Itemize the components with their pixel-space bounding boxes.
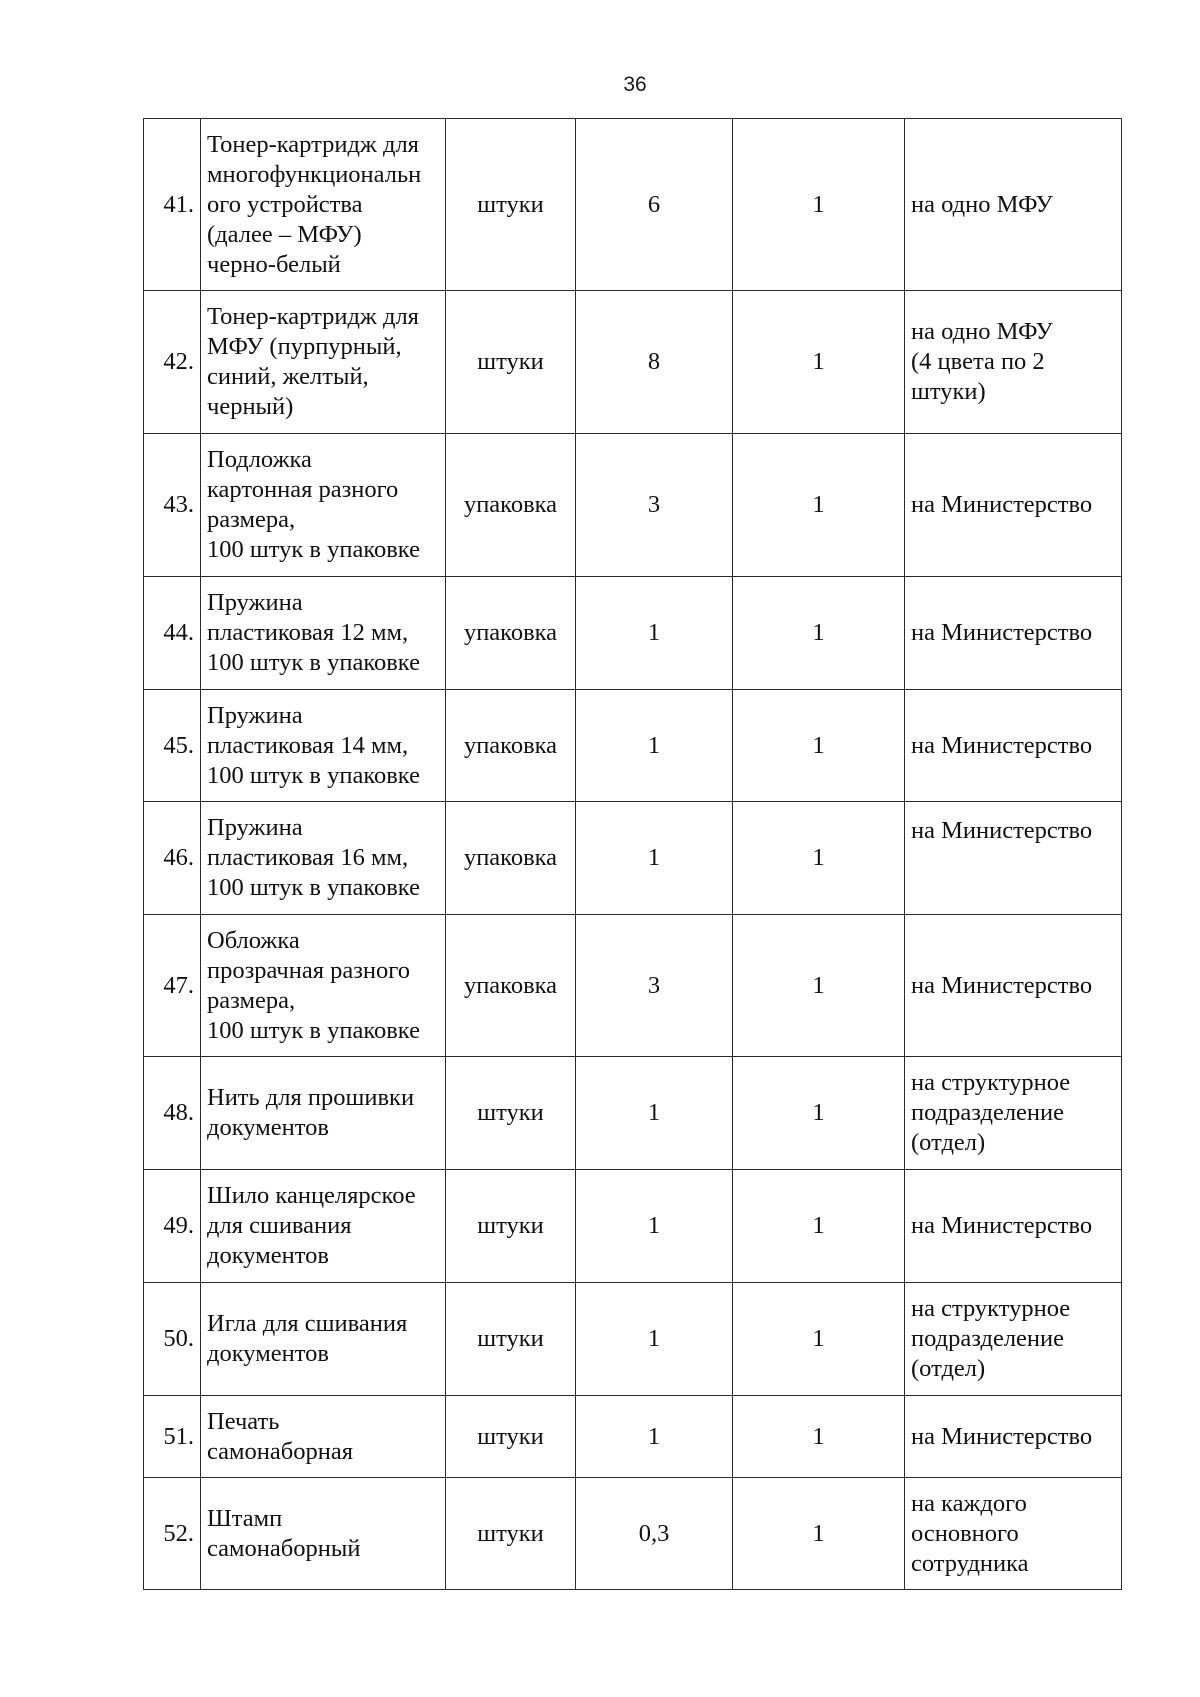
item-name-text: Подложка картонная разного размера, 100 штук в упаковке	[207, 446, 420, 563]
table-row	[144, 291, 1122, 434]
item-quantity: 1	[576, 577, 733, 690]
item-name	[201, 1478, 446, 1590]
row-number: 41.	[144, 119, 201, 291]
item-quantity: 0,3	[576, 1478, 733, 1590]
item-unit: упаковка	[446, 690, 576, 802]
row-number: 50.	[144, 1283, 201, 1396]
item-name	[201, 119, 446, 291]
item-term: 1	[733, 690, 905, 802]
item-quantity: 1	[576, 1170, 733, 1283]
table-row	[144, 1478, 1122, 1590]
item-unit: упаковка	[446, 434, 576, 577]
item-term: 1	[733, 119, 905, 291]
item-name	[201, 1057, 446, 1170]
item-term: 1	[733, 434, 905, 577]
item-name	[201, 1396, 446, 1478]
item-note	[905, 119, 1122, 291]
item-name	[201, 802, 446, 915]
table-row	[144, 1283, 1122, 1396]
item-unit: штуки	[446, 1478, 576, 1590]
item-note	[905, 915, 1122, 1057]
item-note	[905, 291, 1122, 434]
row-number: 42.	[144, 291, 201, 434]
table-row	[144, 434, 1122, 577]
item-note-text: на Министерство	[911, 731, 1093, 759]
item-quantity: 6	[576, 119, 733, 291]
row-number: 52.	[144, 1478, 201, 1590]
item-name-text: Штамп самонаборный	[207, 1504, 361, 1562]
row-number: 46.	[144, 802, 201, 915]
page-number: 36	[623, 73, 647, 96]
item-quantity: 1	[576, 690, 733, 802]
item-unit: штуки	[446, 1170, 576, 1283]
item-note-text: на Министерство	[911, 971, 1093, 999]
item-term: 1	[733, 577, 905, 690]
row-number: 47.	[144, 915, 201, 1057]
item-name-text: Игла для сшивания документов	[207, 1310, 408, 1367]
item-unit: упаковка	[446, 577, 576, 690]
item-quantity: 1	[576, 1057, 733, 1170]
item-name	[201, 577, 446, 690]
item-name-text: Пружина пластиковая 14 мм, 100 штук в упаковке	[207, 701, 420, 789]
item-note-text: на Министерство	[911, 491, 1093, 518]
item-unit: упаковка	[446, 802, 576, 915]
item-note	[905, 1478, 1122, 1590]
item-name	[201, 434, 446, 577]
item-name	[201, 1283, 446, 1396]
item-note	[905, 1057, 1122, 1170]
item-name	[201, 291, 446, 434]
item-unit: штуки	[446, 1396, 576, 1478]
item-note	[905, 1396, 1122, 1478]
row-number: 44.	[144, 577, 201, 690]
row-number: 48.	[144, 1057, 201, 1170]
item-name	[201, 915, 446, 1057]
item-note-text: на Министерство	[911, 817, 1093, 844]
item-unit: упаковка	[446, 915, 576, 1057]
item-note	[905, 577, 1122, 690]
item-note-text: на Министерство	[911, 1212, 1093, 1239]
item-name-text: Пружина пластиковая 12 мм, 100 штук в упаковке	[207, 589, 420, 676]
item-term: 1	[733, 1057, 905, 1170]
item-unit: штуки	[446, 119, 576, 291]
table-row	[144, 1170, 1122, 1283]
item-unit: штуки	[446, 1057, 576, 1170]
table-row	[144, 1396, 1122, 1478]
item-name-text: Тонер-картридж для многофункциональн ого устройства (далее – МФУ) черно-белый	[207, 130, 422, 278]
item-note-text: на Министерство	[911, 619, 1093, 646]
row-number: 49.	[144, 1170, 201, 1283]
table-row	[144, 802, 1122, 915]
item-note	[905, 1170, 1122, 1283]
table-row	[144, 119, 1122, 291]
item-name-text: Нить для прошивки документов	[207, 1084, 415, 1141]
item-unit: штуки	[446, 1283, 576, 1396]
item-note-text: на Министерство	[911, 1422, 1093, 1450]
item-quantity: 1	[576, 1396, 733, 1478]
item-note-text: на одно МФУ	[911, 190, 1053, 218]
item-note	[905, 690, 1122, 802]
item-quantity: 1	[576, 1283, 733, 1396]
table-row	[144, 1057, 1122, 1170]
item-note	[905, 802, 1122, 915]
item-name-text: Тонер-картридж для МФУ (пурпурный, синий, желтый, черный)	[207, 303, 419, 420]
item-note-text: на структурное подразделение (отдел)	[911, 1069, 1071, 1156]
item-note-text: на одно МФУ (4 цвета по 2 штуки)	[911, 318, 1053, 405]
item-term: 1	[733, 1170, 905, 1283]
row-number: 43.	[144, 434, 201, 577]
row-number: 51.	[144, 1396, 201, 1478]
item-quantity: 3	[576, 915, 733, 1057]
row-number: 45.	[144, 690, 201, 802]
supplies-table	[143, 118, 1122, 1590]
item-name	[201, 1170, 446, 1283]
item-term: 1	[733, 802, 905, 915]
item-name-text: Печать самонаборная	[207, 1407, 354, 1465]
item-quantity: 3	[576, 434, 733, 577]
item-term: 1	[733, 1283, 905, 1396]
item-term: 1	[733, 915, 905, 1057]
item-term: 1	[733, 1396, 905, 1478]
table-row	[144, 577, 1122, 690]
item-name-text: Шило канцелярское для сшивания документов	[207, 1182, 416, 1269]
item-unit: штуки	[446, 291, 576, 434]
item-quantity: 8	[576, 291, 733, 434]
table-row	[144, 915, 1122, 1057]
item-note	[905, 434, 1122, 577]
item-note-text: на структурное подразделение (отдел)	[911, 1295, 1071, 1382]
item-name-text: Пружина пластиковая 16 мм, 100 штук в упаковке	[207, 814, 420, 901]
item-term: 1	[733, 1478, 905, 1590]
item-name	[201, 690, 446, 802]
item-name-text: Обложка прозрачная разного размера, 100 штук в упаковке	[207, 926, 420, 1044]
item-term: 1	[733, 291, 905, 434]
item-quantity: 1	[576, 802, 733, 915]
item-note-text: на каждого основного сотрудника	[911, 1489, 1029, 1577]
item-note	[905, 1283, 1122, 1396]
table-row	[144, 690, 1122, 802]
